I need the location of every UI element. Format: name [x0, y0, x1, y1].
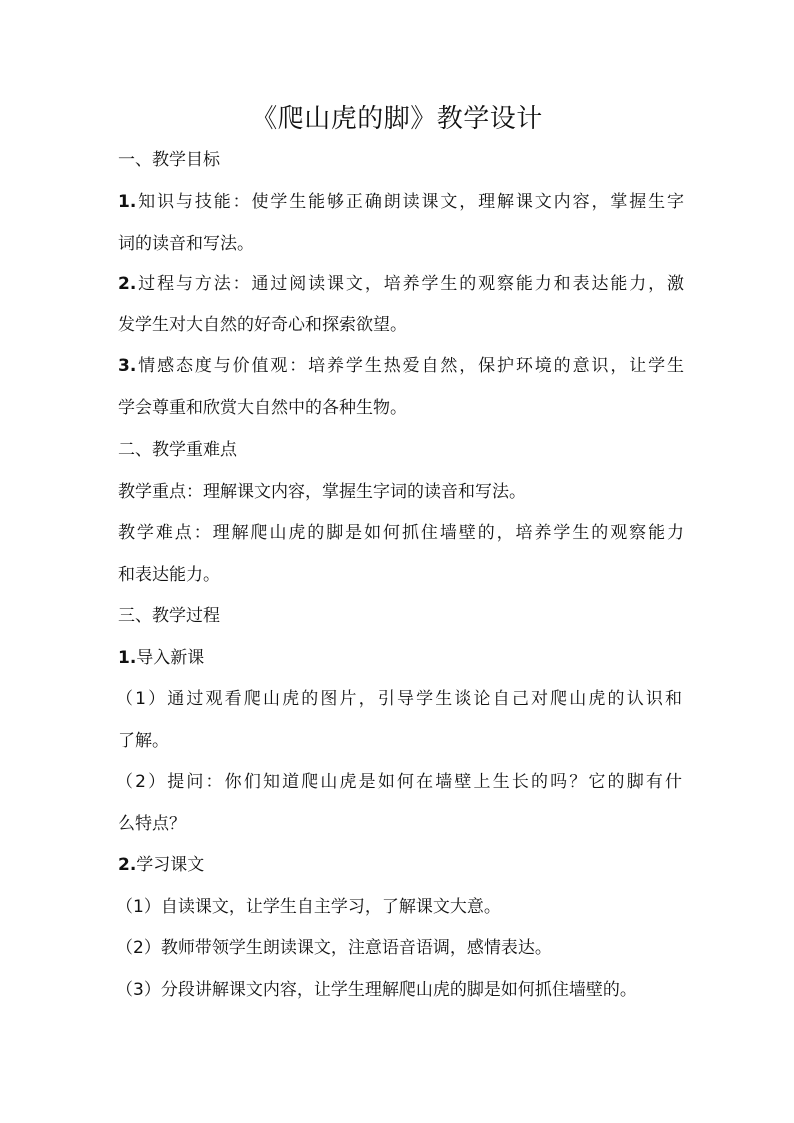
goal-2-text: 过程与方法：通过阅读课文，培养学生的观察能力和表达能力，激 [136, 274, 684, 294]
difficulty-line-1: 教学难点：理解爬山虎的脚是如何抓住墙壁的，培养学生的观察能力 [118, 523, 684, 543]
goal-1-line-2: 词的读音和写法。 [118, 234, 254, 254]
step-1-title: 导入新课 [136, 648, 205, 668]
step-1-item-2-line-1: （2）提问：你们知道爬山虎是如何在墙壁上生长的吗？它的脚有什 [116, 772, 682, 792]
goal-3-line-2: 学会尊重和欣赏大自然中的各种生物。 [118, 398, 407, 418]
step-2-item-1: （1）自读课文，让学生自主学习，了解课文大意。 [116, 897, 501, 917]
section-heading-key-points: 二、教学重难点 [118, 440, 237, 460]
goal-2-number: 2. [118, 274, 137, 294]
goal-3-text: 情感态度与价值观：培养学生热爱自然，保护环境的意识，让学生 [136, 356, 684, 376]
document-title: 《爬山虎的脚》教学设计 [251, 104, 543, 134]
difficulty-line-2: 和表达能力。 [118, 565, 220, 585]
goal-2-line-2: 发学生对大自然的好奇心和探索欲望。 [118, 315, 407, 335]
section-heading-teaching-process: 三、教学过程 [118, 606, 220, 626]
key-point-text: 教学重点：理解课文内容，掌握生字词的读音和写法。 [118, 482, 526, 502]
goal-3-number: 3. [118, 356, 137, 376]
step-1-item-1-line-1: （1）通过观看爬山虎的图片，引导学生谈论自己对爬山虎的认识和 [116, 689, 682, 709]
goal-2-line-1 [118, 272, 684, 296]
step-2-title: 学习课文 [136, 855, 205, 875]
step-2-number: 2. [118, 855, 137, 875]
step-2-item-2: （2）教师带领学生朗读课文，注意语音语调，感情表达。 [116, 938, 552, 958]
section-heading-teaching-goals: 一、教学目标 [118, 150, 220, 170]
goal-1-text: 知识与技能：使学生能够正确朗读课文，理解课文内容，掌握生字 [136, 192, 684, 212]
goal-3-line-1 [118, 354, 684, 378]
goal-1-number: 1. [118, 192, 137, 212]
step-2-heading [118, 853, 684, 877]
goal-1-line-1 [118, 190, 684, 214]
step-1-heading [118, 646, 684, 670]
step-1-number: 1. [118, 648, 137, 668]
step-1-item-2-line-2: 么特点？ [118, 814, 186, 834]
step-1-item-1-line-2: 了解。 [118, 731, 169, 751]
step-2-item-3: （3）分段讲解课文内容，让学生理解爬山虎的脚是如何抓住墙壁的。 [116, 980, 637, 1000]
